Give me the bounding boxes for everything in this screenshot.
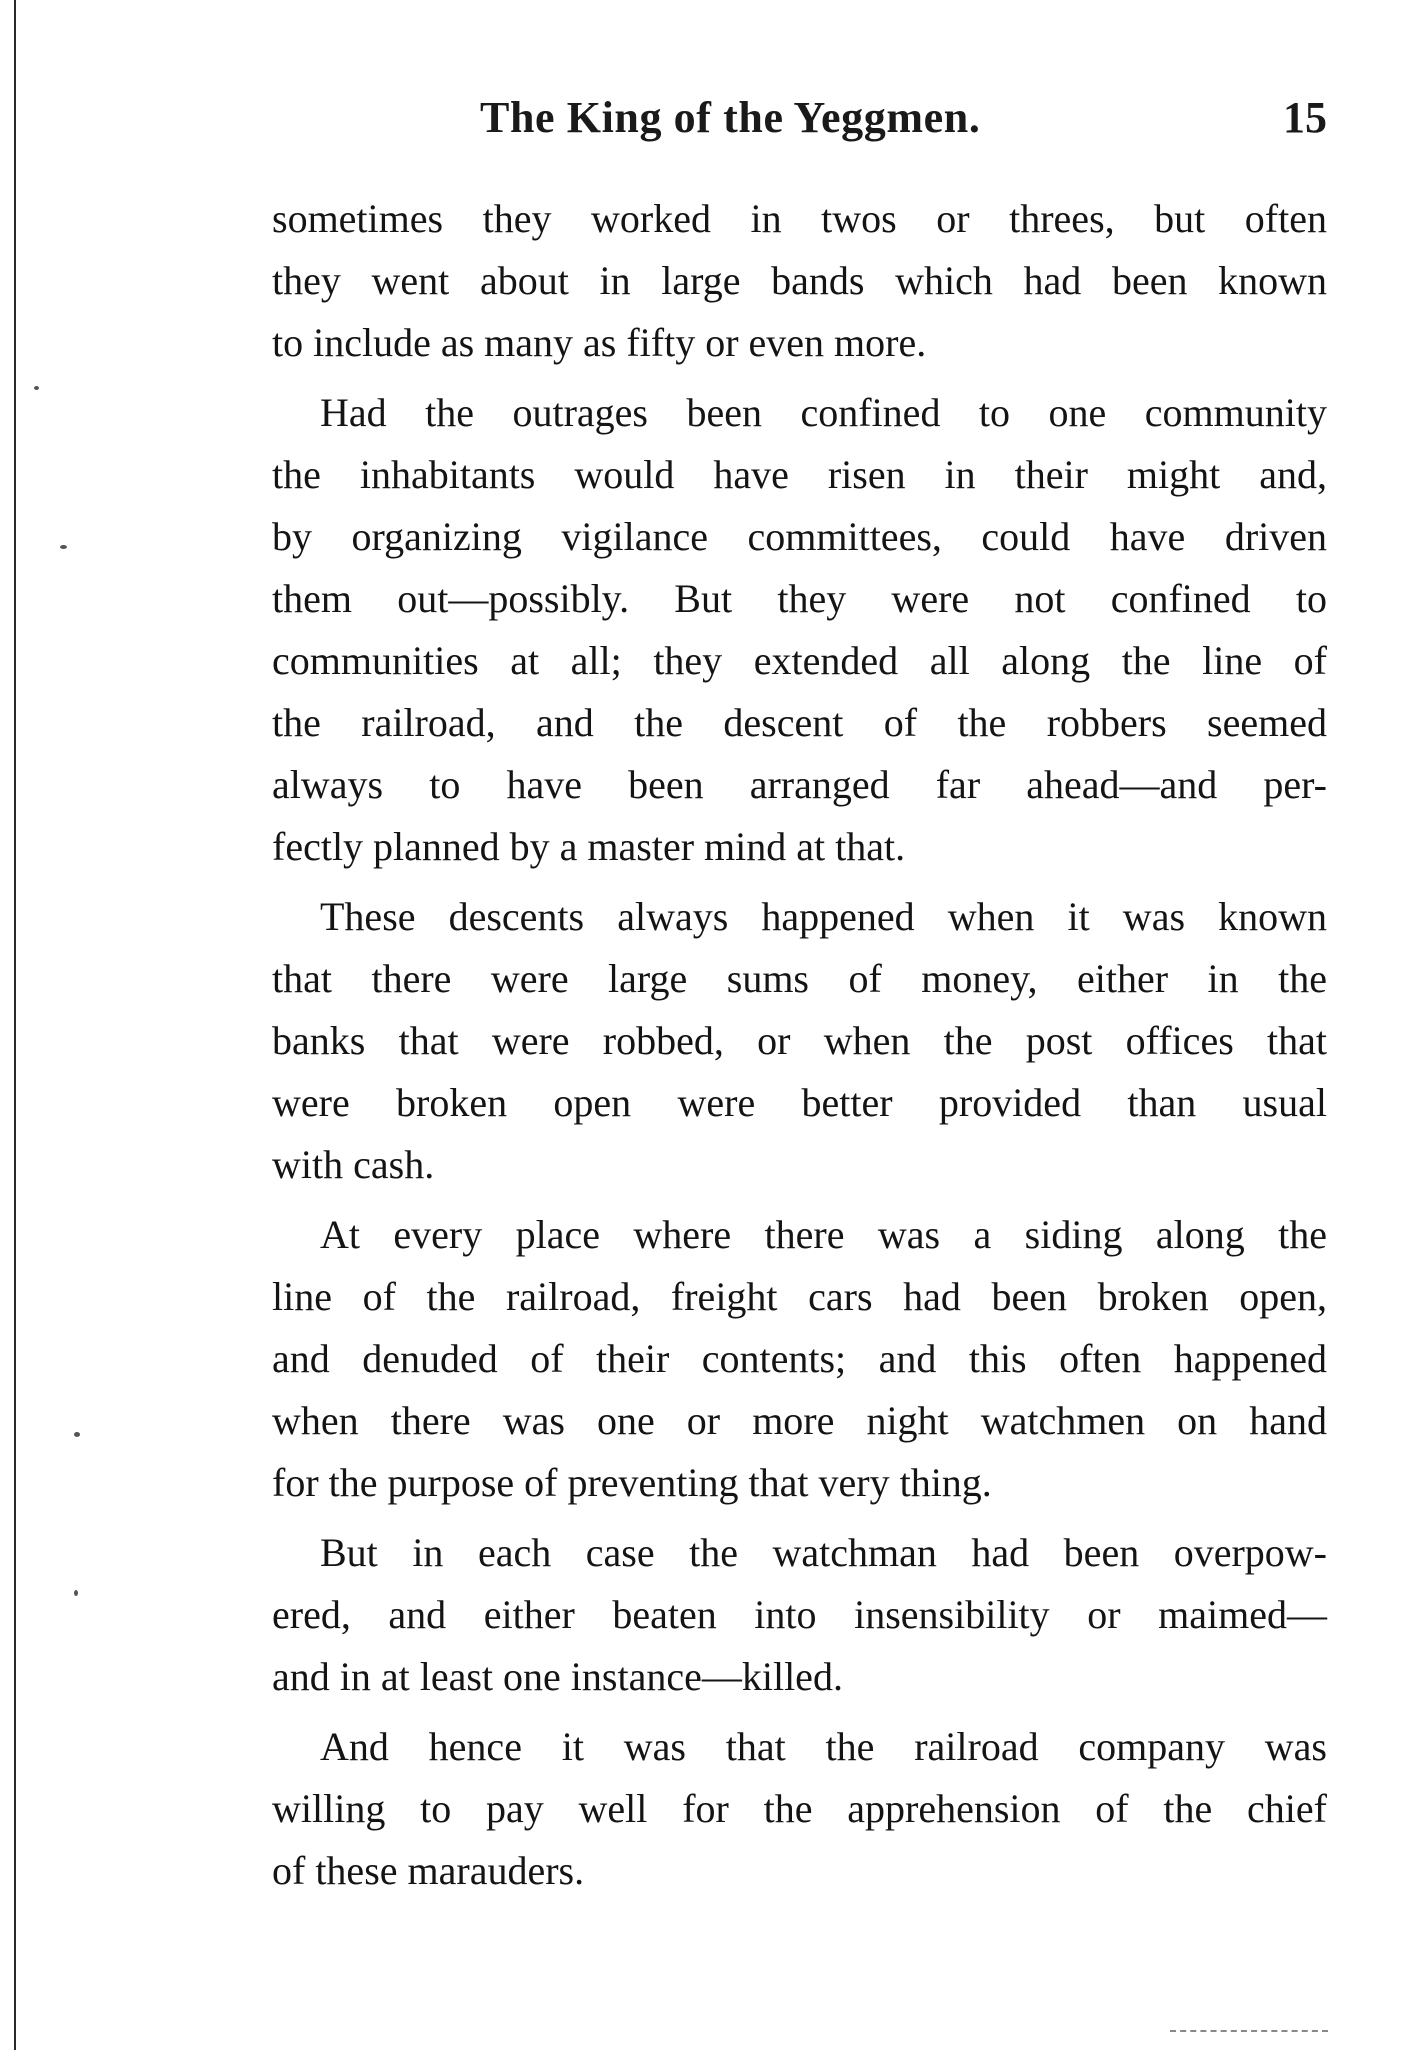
text-line: At every place where there was a siding along the xyxy=(320,1212,1327,1257)
running-title: The King of the Yeggmen. xyxy=(480,93,981,142)
text-line: and in at least one instance—killed. xyxy=(272,1654,843,1699)
text-line: and denuded of their contents; and this often happened xyxy=(272,1336,1327,1381)
text-line: But in each case the watchman had been overpow- xyxy=(320,1530,1327,1575)
page-number: 15 xyxy=(1283,93,1327,142)
text-line: to include as many as fifty or even more. xyxy=(272,320,927,365)
running-head xyxy=(272,92,1327,152)
text-line: Had the outrages been confined to one community xyxy=(320,390,1327,435)
text-line: line of the railroad, freight cars had been broken open, xyxy=(272,1274,1327,1319)
text-line: banks that were robbed, or when the post offices that xyxy=(272,1018,1327,1063)
text-line: when there was one or more night watchmen on hand xyxy=(272,1398,1327,1443)
text-line: These descents always happened when it was known xyxy=(320,894,1327,939)
text-line: by organizing vigilance committees, could have driven xyxy=(272,514,1327,559)
text-line: sometimes they worked in twos or threes, but often xyxy=(272,196,1327,241)
text-line: they went about in large bands which had been known xyxy=(272,258,1327,303)
text-line: of these marauders. xyxy=(272,1848,585,1893)
text-line: fectly planned by a master mind at that. xyxy=(272,824,906,869)
text-line: willing to pay well for the apprehension of the chief xyxy=(272,1786,1327,1831)
text-line: for the purpose of preventing that very thing. xyxy=(272,1460,992,1505)
text-line: were broken open were better provided than usual xyxy=(272,1080,1327,1125)
text-line: with cash. xyxy=(272,1142,435,1187)
scan-artifact-rule xyxy=(1170,2030,1328,2032)
book-page xyxy=(272,0,1327,2050)
paragraph-1 xyxy=(272,188,1327,374)
scan-speck xyxy=(60,545,67,549)
paragraph-4 xyxy=(272,1204,1327,1514)
body-text xyxy=(272,188,1327,1902)
text-line: the railroad, and the descent of the robbers seemed xyxy=(272,700,1327,745)
paragraph-6 xyxy=(272,1716,1327,1902)
binding-edge-line xyxy=(14,0,16,2050)
paragraph-2 xyxy=(272,382,1327,878)
text-line: always to have been arranged far ahead—and per- xyxy=(272,762,1327,807)
text-line: ered, and either beaten into insensibility or maimed— xyxy=(272,1592,1327,1637)
paragraph-3 xyxy=(272,886,1327,1196)
text-line: that there were large sums of money, either in the xyxy=(272,956,1327,1001)
text-line: And hence it was that the railroad company was xyxy=(320,1724,1327,1769)
scan-speck xyxy=(74,1432,80,1437)
text-line: the inhabitants would have risen in their might and, xyxy=(272,452,1327,497)
text-line: them out—possibly. But they were not confined to xyxy=(272,576,1327,621)
paragraph-5 xyxy=(272,1522,1327,1708)
text-line: communities at all; they extended all along the line of xyxy=(272,638,1327,683)
scan-speck xyxy=(74,1590,78,1596)
scan-speck xyxy=(34,386,39,390)
